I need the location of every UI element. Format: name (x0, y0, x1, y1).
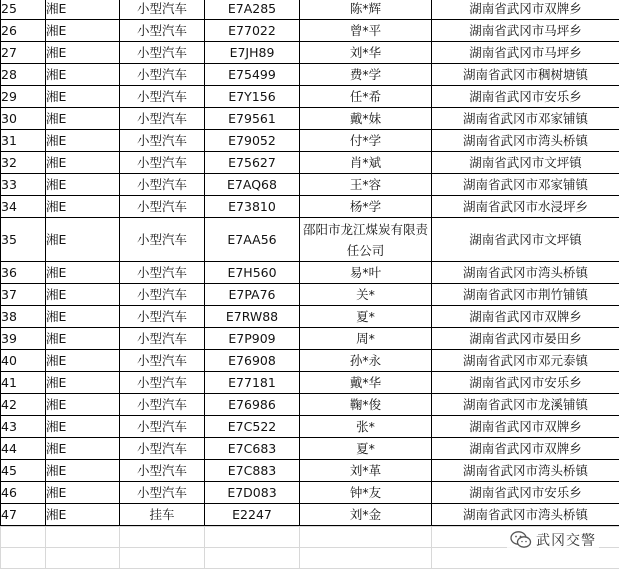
owner-name: 任*希 (300, 86, 432, 108)
row-number: 42 (1, 394, 46, 416)
table-row (1, 460, 619, 482)
owner-address: 湖南省武冈市湾头桥镇 (432, 130, 619, 152)
table-row (1, 42, 619, 64)
row-number: 47 (1, 504, 46, 526)
province-code: 湘E (46, 328, 120, 350)
vehicle-type: 小型汽车 (120, 460, 205, 482)
table-row (1, 152, 619, 174)
province-code: 湘E (46, 438, 120, 460)
province-code: 湘E (46, 174, 120, 196)
owner-name: 张* (300, 416, 432, 438)
table-row (1, 108, 619, 130)
owner-address: 湖南省武冈市荆竹铺镇 (432, 284, 619, 306)
owner-address: 湖南省武冈市文坪镇 (432, 152, 619, 174)
empty-row (1, 548, 619, 569)
watermark (507, 530, 599, 550)
row-number: 38 (1, 306, 46, 328)
table-row (1, 86, 619, 108)
vehicle-type: 小型汽车 (120, 152, 205, 174)
row-number: 36 (1, 262, 46, 284)
vehicle-type: 小型汽车 (120, 284, 205, 306)
table-row (1, 350, 619, 372)
owner-address: 湖南省武冈市安乐乡 (432, 86, 619, 108)
vehicle-type: 小型汽车 (120, 174, 205, 196)
vehicle-type: 小型汽车 (120, 438, 205, 460)
owner-name: 戴*妹 (300, 108, 432, 130)
province-code: 湘E (46, 372, 120, 394)
owner-name: 付*学 (300, 130, 432, 152)
plate-number: E76986 (205, 394, 300, 416)
province-code: 湘E (46, 130, 120, 152)
plate-number: E7PA76 (205, 284, 300, 306)
vehicle-type: 小型汽车 (120, 20, 205, 42)
row-number: 35 (1, 218, 46, 262)
owner-name: 夏* (300, 438, 432, 460)
row-number: 37 (1, 284, 46, 306)
province-code: 湘E (46, 0, 120, 20)
owner-address: 湖南省武冈市水浸坪乡 (432, 196, 619, 218)
plate-number: E75627 (205, 152, 300, 174)
province-code: 湘E (46, 284, 120, 306)
vehicle-table-body (1, 0, 619, 526)
owner-name: 易*叶 (300, 262, 432, 284)
owner-address: 湖南省武冈市晏田乡 (432, 328, 619, 350)
vehicle-type: 小型汽车 (120, 328, 205, 350)
table-row (1, 130, 619, 152)
owner-name: 杨*学 (300, 196, 432, 218)
owner-address: 湖南省武冈市邓家铺镇 (432, 174, 619, 196)
plate-number: E76908 (205, 350, 300, 372)
owner-address: 湖南省武冈市湾头桥镇 (432, 262, 619, 284)
table-row (1, 306, 619, 328)
plate-number: E77022 (205, 20, 300, 42)
province-code: 湘E (46, 196, 120, 218)
owner-address: 湖南省武冈市安乐乡 (432, 482, 619, 504)
vehicle-type: 小型汽车 (120, 42, 205, 64)
table-row (1, 372, 619, 394)
row-number: 39 (1, 328, 46, 350)
table-row (1, 284, 619, 306)
province-code: 湘E (46, 350, 120, 372)
plate-number: E7P909 (205, 328, 300, 350)
plate-number: E7AA56 (205, 218, 300, 262)
plate-number: E73810 (205, 196, 300, 218)
row-number: 33 (1, 174, 46, 196)
vehicle-type: 小型汽车 (120, 306, 205, 328)
table-row (1, 482, 619, 504)
owner-name: 刘*金 (300, 504, 432, 526)
owner-name: 邵阳市龙江煤炭有限责任公司 (300, 218, 432, 262)
table-row (1, 218, 619, 262)
table-row (1, 196, 619, 218)
owner-name: 周* (300, 328, 432, 350)
owner-name: 王*容 (300, 174, 432, 196)
owner-address: 湖南省武冈市马坪乡 (432, 42, 619, 64)
plate-number: E79561 (205, 108, 300, 130)
vehicle-type: 小型汽车 (120, 0, 205, 20)
owner-address: 湖南省武冈市双牌乡 (432, 438, 619, 460)
row-number: 30 (1, 108, 46, 130)
wechat-icon (510, 530, 532, 550)
plate-number: E7C522 (205, 416, 300, 438)
row-number: 43 (1, 416, 46, 438)
table-row (1, 262, 619, 284)
owner-address: 湖南省武冈市湾头桥镇 (432, 460, 619, 482)
owner-address: 湖南省武冈市邓元泰镇 (432, 350, 619, 372)
row-number: 27 (1, 42, 46, 64)
plate-number: E7AQ68 (205, 174, 300, 196)
row-number: 44 (1, 438, 46, 460)
row-number: 31 (1, 130, 46, 152)
owner-name: 刘*华 (300, 42, 432, 64)
owner-address: 湖南省武冈市双牌乡 (432, 306, 619, 328)
province-code: 湘E (46, 262, 120, 284)
owner-address: 湖南省武冈市邓家铺镇 (432, 108, 619, 130)
table-row (1, 394, 619, 416)
vehicle-type: 小型汽车 (120, 130, 205, 152)
vehicle-type: 小型汽车 (120, 64, 205, 86)
owner-address: 湖南省武冈市双牌乡 (432, 0, 619, 20)
owner-address: 湖南省武冈市稠树塘镇 (432, 64, 619, 86)
row-number: 26 (1, 20, 46, 42)
table-row (1, 0, 619, 20)
vehicle-type: 挂车 (120, 504, 205, 526)
vehicle-type: 小型汽车 (120, 394, 205, 416)
vehicle-type: 小型汽车 (120, 108, 205, 130)
owner-name: 曾*平 (300, 20, 432, 42)
owner-name: 陈*辉 (300, 0, 432, 20)
plate-number: E7C883 (205, 460, 300, 482)
owner-name: 肖*斌 (300, 152, 432, 174)
owner-name: 刘*革 (300, 460, 432, 482)
province-code: 湘E (46, 504, 120, 526)
row-number: 41 (1, 372, 46, 394)
owner-name: 费*学 (300, 64, 432, 86)
owner-name: 关* (300, 284, 432, 306)
owner-address: 湖南省武冈市龙溪铺镇 (432, 394, 619, 416)
row-number: 34 (1, 196, 46, 218)
owner-address: 湖南省武冈市文坪镇 (432, 218, 619, 262)
plate-number: E79052 (205, 130, 300, 152)
province-code: 湘E (46, 42, 120, 64)
owner-address: 湖南省武冈市安乐乡 (432, 372, 619, 394)
table-row (1, 416, 619, 438)
table-row (1, 504, 619, 526)
province-code: 湘E (46, 394, 120, 416)
owner-name: 夏* (300, 306, 432, 328)
owner-name: 孙*永 (300, 350, 432, 372)
vehicle-type: 小型汽车 (120, 482, 205, 504)
plate-number: E77181 (205, 372, 300, 394)
plate-number: E7C683 (205, 438, 300, 460)
province-code: 湘E (46, 152, 120, 174)
province-code: 湘E (46, 460, 120, 482)
province-code: 湘E (46, 108, 120, 130)
table-row (1, 328, 619, 350)
province-code: 湘E (46, 482, 120, 504)
table-row (1, 64, 619, 86)
vehicle-type: 小型汽车 (120, 196, 205, 218)
owner-name: 钟*友 (300, 482, 432, 504)
table-row (1, 438, 619, 460)
province-code: 湘E (46, 64, 120, 86)
vehicle-type: 小型汽车 (120, 372, 205, 394)
plate-number: E2247 (205, 504, 300, 526)
row-number: 28 (1, 64, 46, 86)
owner-address: 湖南省武冈市马坪乡 (432, 20, 619, 42)
plate-number: E75499 (205, 64, 300, 86)
owner-address: 湖南省武冈市双牌乡 (432, 416, 619, 438)
province-code: 湘E (46, 306, 120, 328)
row-number: 40 (1, 350, 46, 372)
province-code: 湘E (46, 218, 120, 262)
row-number: 45 (1, 460, 46, 482)
province-code: 湘E (46, 86, 120, 108)
plate-number: E7Y156 (205, 86, 300, 108)
province-code: 湘E (46, 416, 120, 438)
table-row (1, 174, 619, 196)
plate-number: E7RW88 (205, 306, 300, 328)
province-code: 湘E (46, 20, 120, 42)
table-row (1, 20, 619, 42)
vehicle-type: 小型汽车 (120, 416, 205, 438)
owner-address: 湖南省武冈市湾头桥镇 (432, 504, 619, 526)
owner-name: 鞠*俊 (300, 394, 432, 416)
row-number: 32 (1, 152, 46, 174)
plate-number: E7D083 (205, 482, 300, 504)
plate-number: E7JH89 (205, 42, 300, 64)
vehicle-type: 小型汽车 (120, 350, 205, 372)
vehicle-type: 小型汽车 (120, 262, 205, 284)
plate-number: E7H560 (205, 262, 300, 284)
row-number: 25 (1, 0, 46, 20)
vehicle-type: 小型汽车 (120, 86, 205, 108)
row-number: 29 (1, 86, 46, 108)
plate-number: E7A285 (205, 0, 300, 20)
vehicle-type: 小型汽车 (120, 218, 205, 262)
row-number: 46 (1, 482, 46, 504)
watermark-text: 武冈交警 (536, 530, 596, 550)
owner-name: 戴*华 (300, 372, 432, 394)
